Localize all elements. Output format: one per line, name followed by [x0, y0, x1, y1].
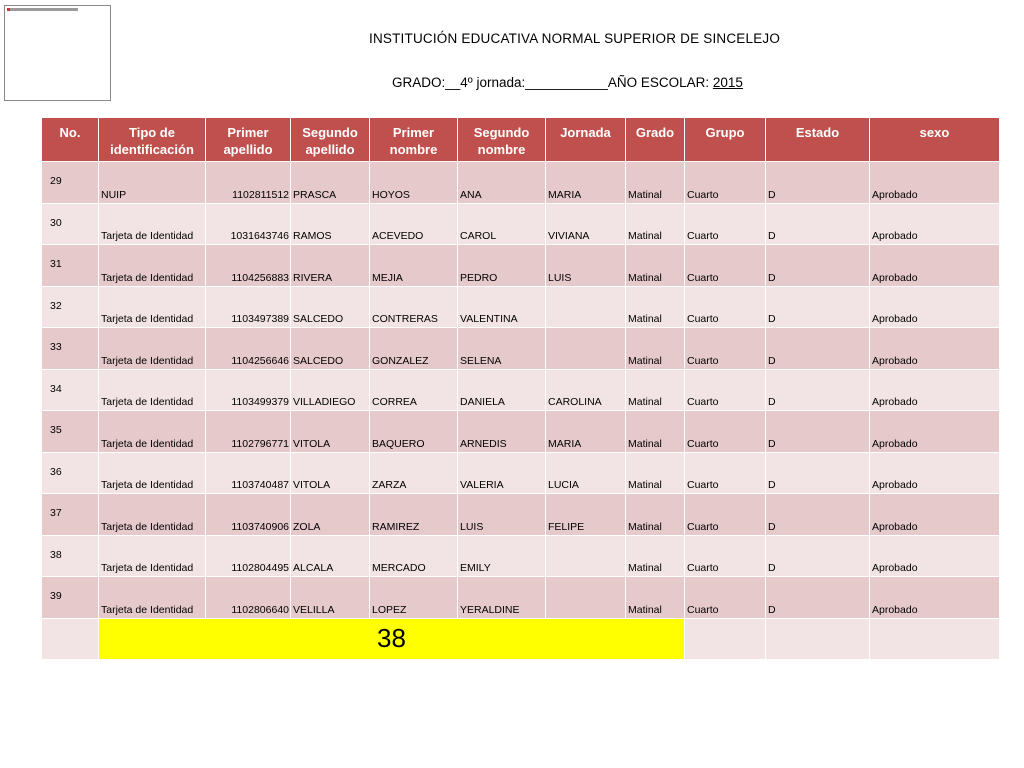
row-estado: Aprobado	[870, 162, 1000, 204]
row-estado: Aprobado	[870, 369, 1000, 411]
row-jornada: Matinal	[626, 369, 685, 411]
row-primer-nombre: ANA	[458, 162, 546, 204]
row-primer-apellido: VITOLA	[291, 411, 370, 453]
total-blank-cell	[870, 618, 1000, 659]
row-segundo-nombre	[546, 535, 626, 577]
row-tipo: Tarjeta de Identidad	[99, 286, 206, 328]
row-estado: Aprobado	[870, 494, 1000, 536]
table-row	[42, 577, 1000, 619]
col-header-no: No.	[42, 118, 99, 162]
table-row	[42, 535, 1000, 577]
row-grupo: D	[766, 577, 870, 619]
row-primer-nombre: ARNEDIS	[458, 411, 546, 453]
row-number: 33	[42, 328, 99, 370]
total-blank-cell	[766, 618, 870, 659]
row-number: 38	[42, 535, 99, 577]
row-estado: Aprobado	[870, 203, 1000, 245]
row-primer-nombre: VALERIA	[458, 452, 546, 494]
row-estado: Aprobado	[870, 328, 1000, 370]
row-grupo: D	[766, 162, 870, 204]
row-grupo: D	[766, 494, 870, 536]
row-grado: Cuarto	[685, 369, 766, 411]
row-primer-apellido: VELILLA	[291, 577, 370, 619]
row-jornada: Matinal	[626, 535, 685, 577]
row-segundo-apellido: HOYOS	[370, 162, 458, 204]
row-grado: Cuarto	[685, 411, 766, 453]
row-estado: Aprobado	[870, 452, 1000, 494]
table-row	[42, 245, 1000, 287]
row-number: 32	[42, 286, 99, 328]
row-grado: Cuarto	[685, 452, 766, 494]
row-primer-nombre: VALENTINA	[458, 286, 546, 328]
row-segundo-apellido: MEJIA	[370, 245, 458, 287]
page-title: INSTITUCIÓN EDUCATIVA NORMAL SUPERIOR DE SINCELEJO	[369, 31, 781, 46]
row-grupo: D	[766, 452, 870, 494]
row-grupo: D	[766, 535, 870, 577]
table-row	[42, 411, 1000, 453]
col-header-grupo: Grupo	[685, 118, 766, 162]
row-grado: Cuarto	[685, 162, 766, 204]
col-header-estado: Estado	[766, 118, 870, 162]
col-header-segundo-nombre: Segundo nombre	[458, 118, 546, 162]
row-tipo: Tarjeta de Identidad	[99, 328, 206, 370]
col-header-segundo-apellido: Segundo apellido	[291, 118, 370, 162]
row-primer-apellido: PRASCA	[291, 162, 370, 204]
row-jornada: Matinal	[626, 411, 685, 453]
row-documento: 1031643746	[206, 203, 291, 245]
row-jornada: Matinal	[626, 203, 685, 245]
col-header-tipo: Tipo de identificación	[99, 118, 206, 162]
anio-label: AÑO ESCOLAR:	[607, 75, 710, 90]
row-tipo: NUIP	[99, 162, 206, 204]
row-segundo-apellido: GONZALEZ	[370, 328, 458, 370]
col-header-sexo: sexo	[870, 118, 1000, 162]
row-tipo: Tarjeta de Identidad	[99, 411, 206, 453]
row-jornada: Matinal	[626, 577, 685, 619]
row-segundo-nombre: CAROLINA	[546, 369, 626, 411]
row-estado: Aprobado	[870, 245, 1000, 287]
row-number: 31	[42, 245, 99, 287]
row-tipo: Tarjeta de Identidad	[99, 577, 206, 619]
row-documento: 1103499379	[206, 369, 291, 411]
total-row	[42, 618, 1000, 659]
table-row	[42, 328, 1000, 370]
row-primer-nombre: LUIS	[458, 494, 546, 536]
row-jornada: Matinal	[626, 494, 685, 536]
row-jornada: Matinal	[626, 452, 685, 494]
page-subtitle	[392, 75, 743, 90]
table-row	[42, 203, 1000, 245]
row-tipo: Tarjeta de Identidad	[99, 452, 206, 494]
logo-caption-line	[8, 8, 78, 11]
row-segundo-apellido: LOPEZ	[370, 577, 458, 619]
row-number: 29	[42, 162, 99, 204]
students-table	[41, 117, 1000, 660]
row-grado: Cuarto	[685, 535, 766, 577]
row-primer-apellido: VILLADIEGO	[291, 369, 370, 411]
logo-mark	[7, 8, 10, 11]
row-primer-apellido: SALCEDO	[291, 328, 370, 370]
row-primer-nombre: SELENA	[458, 328, 546, 370]
row-segundo-nombre: VIVIANA	[546, 203, 626, 245]
table-header-row	[42, 118, 1000, 162]
row-segundo-apellido: CONTRERAS	[370, 286, 458, 328]
row-grupo: D	[766, 286, 870, 328]
row-primer-apellido: VITOLA	[291, 452, 370, 494]
row-estado: Aprobado	[870, 577, 1000, 619]
row-primer-apellido: SALCEDO	[291, 286, 370, 328]
row-tipo: Tarjeta de Identidad	[99, 245, 206, 287]
row-primer-apellido: RIVERA	[291, 245, 370, 287]
total-blank-cell	[685, 618, 766, 659]
total-blank-cell	[42, 618, 99, 659]
row-segundo-nombre	[546, 577, 626, 619]
col-header-grado: Grado	[626, 118, 685, 162]
row-primer-apellido: RAMOS	[291, 203, 370, 245]
row-tipo: Tarjeta de Identidad	[99, 494, 206, 536]
table-row	[42, 286, 1000, 328]
row-primer-nombre: CAROL	[458, 203, 546, 245]
table-row	[42, 369, 1000, 411]
row-estado: Aprobado	[870, 411, 1000, 453]
row-grado: Cuarto	[685, 203, 766, 245]
table-row	[42, 452, 1000, 494]
row-documento: 1104256646	[206, 328, 291, 370]
row-grupo: D	[766, 328, 870, 370]
row-segundo-apellido: MERCADO	[370, 535, 458, 577]
row-segundo-apellido: RAMIREZ	[370, 494, 458, 536]
row-grupo: D	[766, 411, 870, 453]
table-row	[42, 162, 1000, 204]
row-primer-nombre: EMILY	[458, 535, 546, 577]
row-primer-nombre: YERALDINE	[458, 577, 546, 619]
row-estado: Aprobado	[870, 286, 1000, 328]
row-segundo-apellido: CORREA	[370, 369, 458, 411]
total-count: 38	[99, 618, 685, 659]
row-segundo-apellido: ZARZA	[370, 452, 458, 494]
grado-label: GRADO:__4º	[392, 75, 473, 90]
row-grado: Cuarto	[685, 577, 766, 619]
row-primer-nombre: DANIELA	[458, 369, 546, 411]
row-primer-nombre: PEDRO	[458, 245, 546, 287]
row-segundo-nombre	[546, 286, 626, 328]
row-documento: 1104256883	[206, 245, 291, 287]
col-header-jornada: Jornada	[546, 118, 626, 162]
row-segundo-nombre: LUIS	[546, 245, 626, 287]
row-jornada: Matinal	[626, 245, 685, 287]
col-header-primer-nombre: Primer nombre	[370, 118, 458, 162]
row-number: 37	[42, 494, 99, 536]
row-grupo: D	[766, 369, 870, 411]
table-row	[42, 494, 1000, 536]
row-number: 39	[42, 577, 99, 619]
row-grado: Cuarto	[685, 245, 766, 287]
row-segundo-apellido: ACEVEDO	[370, 203, 458, 245]
row-grupo: D	[766, 203, 870, 245]
logo-image	[4, 5, 111, 101]
row-number: 34	[42, 369, 99, 411]
row-documento: 1102811512	[206, 162, 291, 204]
jornada-label: jornada:___________	[476, 75, 608, 90]
row-primer-apellido: ZOLA	[291, 494, 370, 536]
row-segundo-nombre: FELIPE	[546, 494, 626, 536]
row-number: 36	[42, 452, 99, 494]
col-header-primer-apellido: Primer apellido	[206, 118, 291, 162]
row-segundo-nombre: LUCIA	[546, 452, 626, 494]
row-grado: Cuarto	[685, 328, 766, 370]
row-estado: Aprobado	[870, 535, 1000, 577]
row-grado: Cuarto	[685, 286, 766, 328]
row-grupo: D	[766, 245, 870, 287]
row-segundo-nombre: MARIA	[546, 411, 626, 453]
table-body	[42, 162, 1000, 619]
row-grado: Cuarto	[685, 494, 766, 536]
row-tipo: Tarjeta de Identidad	[99, 203, 206, 245]
row-segundo-nombre	[546, 328, 626, 370]
row-jornada: Matinal	[626, 162, 685, 204]
row-segundo-apellido: BAQUERO	[370, 411, 458, 453]
row-documento: 1103497389	[206, 286, 291, 328]
row-documento: 1102806640	[206, 577, 291, 619]
row-jornada: Matinal	[626, 328, 685, 370]
row-tipo: Tarjeta de Identidad	[99, 535, 206, 577]
row-documento: 1103740487	[206, 452, 291, 494]
row-jornada: Matinal	[626, 286, 685, 328]
row-segundo-nombre: MARIA	[546, 162, 626, 204]
row-tipo: Tarjeta de Identidad	[99, 369, 206, 411]
row-documento: 1102796771	[206, 411, 291, 453]
anio-value: 2015	[712, 75, 743, 90]
row-number: 35	[42, 411, 99, 453]
row-documento: 1103740906	[206, 494, 291, 536]
row-primer-apellido: ALCALA	[291, 535, 370, 577]
row-documento: 1102804495	[206, 535, 291, 577]
row-number: 30	[42, 203, 99, 245]
